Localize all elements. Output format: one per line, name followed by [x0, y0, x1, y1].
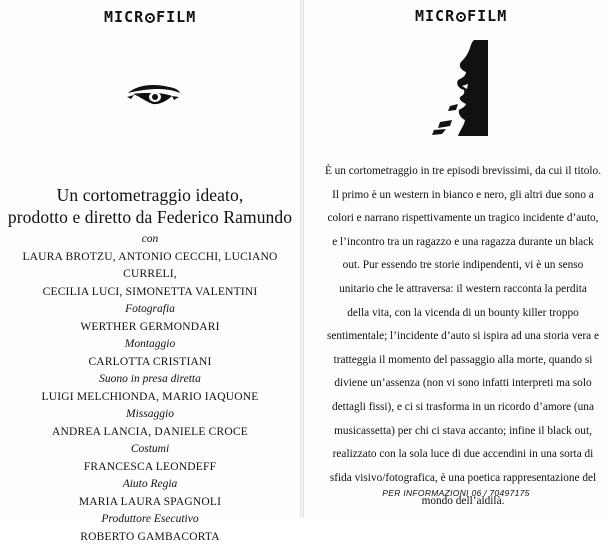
credit-photography: [0, 301, 300, 336]
credit-sound: [0, 371, 300, 406]
synopsis-line: mondo dell’aldilà.: [322, 490, 604, 514]
credit-role: Costumi: [0, 441, 300, 459]
credit-names: LAURA BROTZU, ANTONIO CECCHI, LUCIANO CURRELI,: [0, 249, 300, 284]
synopsis-line: tratteggia il momento del passaggio alla morte, quando si: [322, 349, 604, 373]
credit-role: Suono in presa diretta: [0, 371, 300, 389]
microfilm-logo: MICR FILM: [104, 8, 196, 26]
synopsis-line: realizzato con la sola luce di due accendini in una sorta di: [322, 443, 604, 467]
synopsis-line: È un cortometraggio in tre episodi brevissimi, da cui il titolo.: [322, 160, 604, 184]
credit-role: Fotografia: [0, 301, 300, 319]
synopsis-text: [322, 160, 604, 514]
credit-names: ANDREA LANCIA, DANIELE CROCE: [0, 424, 300, 442]
credit-names: CARLOTTA CRISTIANI: [0, 354, 300, 372]
credits-block: [0, 184, 300, 546]
credit-names: LUIGI MELCHIONDA, MARIO IAQUONE: [0, 389, 300, 407]
synopsis-line: diviene un’assenza (non vi sono infatti interpreti ma solo: [322, 372, 604, 396]
synopsis-line: sentimentale; l’incidente d’auto si ispira ad una storia vera e: [322, 325, 604, 349]
synopsis-line: unitario che le attraversa: il western racconta la perdita: [322, 278, 604, 302]
synopsis-line: out. Pur essendo tre storie indipendenti, vi è un senso: [322, 254, 604, 278]
logo-ring-icon: [456, 12, 466, 22]
right-page: [304, 0, 608, 518]
credit-editing: [0, 336, 300, 371]
synopsis-line: sfida visivo/fotografica, è una poetica rappresentazione del: [322, 467, 604, 491]
credit-costumes: [0, 441, 300, 476]
credit-role: Produttore Esecutivo: [0, 511, 300, 529]
logo-ring-icon: [145, 13, 155, 23]
contact-info: PER INFORMAZIONI 06 / 70497175: [304, 488, 608, 498]
credit-executive-producer: [0, 511, 300, 546]
synopsis-line: musicassetta) per chi ci stava accanto; infine il black out,: [322, 420, 604, 444]
credit-assistant-director: [0, 476, 300, 511]
eye-illustration: [125, 84, 181, 110]
credit-names: MARIA LAURA SPAGNOLI: [0, 494, 300, 512]
synopsis-line: dettagli fissi), e ci si trasforma in un ricordo d’amore (una: [322, 396, 604, 420]
film-headline: Un cortometraggio ideato, prodotto e diretto da Federico Ramundo: [0, 184, 300, 228]
credit-role: con: [0, 231, 300, 249]
synopsis-line: colori e narrano rispettivamente un tragico incidente d’auto,: [322, 207, 604, 231]
face-silhouette-illustration: [428, 40, 488, 136]
credit-mixing: [0, 406, 300, 441]
credit-cast: [0, 231, 300, 301]
credit-role: Missaggio: [0, 406, 300, 424]
credit-names: FRANCESCA LEONDEFF: [0, 459, 300, 477]
credit-names: WERTHER GERMONDARI: [0, 319, 300, 337]
credit-role: Montaggio: [0, 336, 300, 354]
microfilm-logo: MICR FILM: [415, 7, 507, 25]
synopsis-line: e l’incontro tra un ragazzo e una ragazza durante un black: [322, 231, 604, 255]
credit-role: Aiuto Regia: [0, 476, 300, 494]
synopsis-line: Il primo è un western in bianco e nero, gli altri due sono a: [322, 184, 604, 208]
left-page: [0, 0, 300, 518]
credit-names: ROBERTO GAMBACORTA: [0, 529, 300, 546]
synopsis-line: della vita, con la vicenda di un bounty killer troppo: [322, 302, 604, 326]
credit-names: CECILIA LUCI, SIMONETTA VALENTINI: [0, 284, 300, 302]
